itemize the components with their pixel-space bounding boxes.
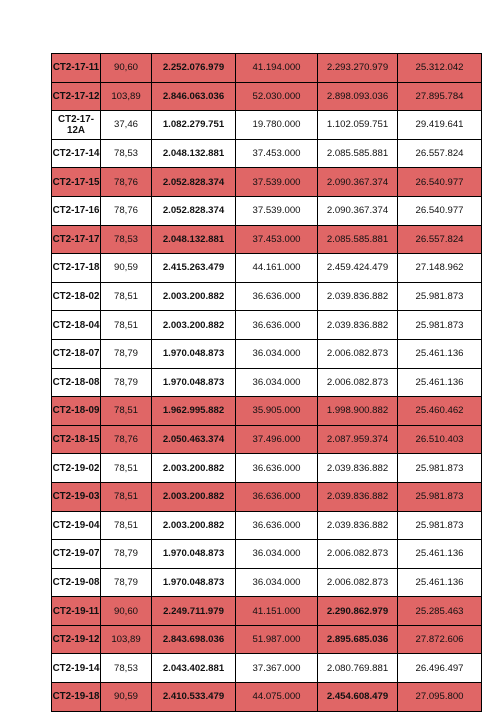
grand-total-cell: 1.102.059.751 bbox=[318, 111, 398, 140]
grand-total-cell: 2.085.585.881 bbox=[318, 139, 398, 168]
total-price-cell: 1.082.279.751 bbox=[152, 111, 236, 140]
total-price-cell: 1.970.048.873 bbox=[152, 540, 236, 569]
grand-total-cell: 2.087.959.374 bbox=[318, 425, 398, 454]
grand-total-cell: 2.006.082.873 bbox=[318, 368, 398, 397]
apartment-code-cell: CT2-18-15 bbox=[52, 425, 101, 454]
apartment-code-cell: CT2-17-11 bbox=[52, 54, 101, 83]
apartment-code-cell: CT2-18-07 bbox=[52, 339, 101, 368]
unit-price-cell: 25.461.136 bbox=[398, 540, 482, 569]
apartment-code-cell: CT2-19-04 bbox=[52, 511, 101, 540]
area-cell: 78,79 bbox=[101, 368, 152, 397]
maintenance-fee-cell: 37.539.000 bbox=[236, 168, 318, 197]
apartment-code-cell: CT2-17-17 bbox=[52, 225, 101, 254]
apartment-code-cell: CT2-19-18 bbox=[52, 683, 101, 712]
apartment-code-cell: CT2-19-14 bbox=[52, 654, 101, 683]
grand-total-cell: 2.895.685.036 bbox=[318, 625, 398, 654]
area-cell: 78,51 bbox=[101, 482, 152, 511]
maintenance-fee-cell: 36.636.000 bbox=[236, 311, 318, 340]
total-price-cell: 2.003.200.882 bbox=[152, 511, 236, 540]
price-table bbox=[51, 53, 482, 712]
unit-price-cell: 25.460.462 bbox=[398, 397, 482, 426]
table-row bbox=[52, 225, 482, 254]
apartment-code-cell: CT2-18-04 bbox=[52, 311, 101, 340]
table-row bbox=[52, 425, 482, 454]
maintenance-fee-cell: 35.905.000 bbox=[236, 397, 318, 426]
maintenance-fee-cell: 36.034.000 bbox=[236, 339, 318, 368]
table-row bbox=[52, 454, 482, 483]
maintenance-fee-cell: 52.030.000 bbox=[236, 82, 318, 111]
total-price-cell: 1.970.048.873 bbox=[152, 568, 236, 597]
unit-price-cell: 25.981.873 bbox=[398, 282, 482, 311]
table-row bbox=[52, 282, 482, 311]
unit-price-cell: 25.312.042 bbox=[398, 54, 482, 83]
grand-total-cell: 2.454.608.479 bbox=[318, 683, 398, 712]
area-cell: 78,79 bbox=[101, 568, 152, 597]
total-price-cell: 2.043.402.881 bbox=[152, 654, 236, 683]
table-row bbox=[52, 54, 482, 83]
table-row bbox=[52, 625, 482, 654]
area-cell: 78,51 bbox=[101, 311, 152, 340]
area-cell: 78,76 bbox=[101, 196, 152, 225]
unit-price-cell: 26.540.977 bbox=[398, 168, 482, 197]
total-price-cell: 2.415.263.479 bbox=[152, 254, 236, 283]
apartment-code-cell: CT2-17-18 bbox=[52, 254, 101, 283]
unit-price-cell: 25.981.873 bbox=[398, 511, 482, 540]
unit-price-cell: 25.981.873 bbox=[398, 311, 482, 340]
table-row bbox=[52, 511, 482, 540]
table-row bbox=[52, 654, 482, 683]
grand-total-cell: 2.039.836.882 bbox=[318, 311, 398, 340]
maintenance-fee-cell: 44.075.000 bbox=[236, 683, 318, 712]
grand-total-cell: 2.039.836.882 bbox=[318, 454, 398, 483]
table-row bbox=[52, 82, 482, 111]
apartment-code-cell: CT2-17-16 bbox=[52, 196, 101, 225]
maintenance-fee-cell: 36.034.000 bbox=[236, 368, 318, 397]
total-price-cell: 1.970.048.873 bbox=[152, 368, 236, 397]
area-cell: 78,51 bbox=[101, 397, 152, 426]
table-row bbox=[52, 254, 482, 283]
area-cell: 78,79 bbox=[101, 339, 152, 368]
area-cell: 90,59 bbox=[101, 254, 152, 283]
maintenance-fee-cell: 37.367.000 bbox=[236, 654, 318, 683]
grand-total-cell: 2.085.585.881 bbox=[318, 225, 398, 254]
area-cell: 78,51 bbox=[101, 282, 152, 311]
table-row bbox=[52, 368, 482, 397]
grand-total-cell: 2.090.367.374 bbox=[318, 196, 398, 225]
unit-price-cell: 27.095.800 bbox=[398, 683, 482, 712]
total-price-cell: 2.846.063.036 bbox=[152, 82, 236, 111]
apartment-code-cell: CT2-17-12 bbox=[52, 82, 101, 111]
grand-total-cell: 2.006.082.873 bbox=[318, 540, 398, 569]
apartment-code-cell: CT2-17-12A bbox=[52, 111, 101, 140]
unit-price-cell: 27.872.606 bbox=[398, 625, 482, 654]
area-cell: 78,76 bbox=[101, 425, 152, 454]
unit-price-cell: 26.540.977 bbox=[398, 196, 482, 225]
table-row bbox=[52, 482, 482, 511]
maintenance-fee-cell: 51.987.000 bbox=[236, 625, 318, 654]
apartment-code-cell: CT2-19-12 bbox=[52, 625, 101, 654]
area-cell: 78,76 bbox=[101, 168, 152, 197]
table-row bbox=[52, 168, 482, 197]
area-cell: 78,53 bbox=[101, 654, 152, 683]
apartment-code-cell: CT2-19-03 bbox=[52, 482, 101, 511]
total-price-cell: 2.252.076.979 bbox=[152, 54, 236, 83]
table-row bbox=[52, 311, 482, 340]
area-cell: 78,51 bbox=[101, 511, 152, 540]
area-cell: 103,89 bbox=[101, 625, 152, 654]
apartment-code-cell: CT2-18-08 bbox=[52, 368, 101, 397]
total-price-cell: 1.970.048.873 bbox=[152, 339, 236, 368]
total-price-cell: 2.052.828.374 bbox=[152, 196, 236, 225]
total-price-cell: 2.003.200.882 bbox=[152, 482, 236, 511]
area-cell: 90,60 bbox=[101, 54, 152, 83]
table-row bbox=[52, 339, 482, 368]
area-cell: 78,53 bbox=[101, 139, 152, 168]
grand-total-cell: 2.090.367.374 bbox=[318, 168, 398, 197]
unit-price-cell: 29.419.641 bbox=[398, 111, 482, 140]
total-price-cell: 2.003.200.882 bbox=[152, 311, 236, 340]
table-row bbox=[52, 597, 482, 626]
unit-price-cell: 25.981.873 bbox=[398, 454, 482, 483]
unit-price-cell: 27.148.962 bbox=[398, 254, 482, 283]
table-row bbox=[52, 196, 482, 225]
maintenance-fee-cell: 36.636.000 bbox=[236, 482, 318, 511]
maintenance-fee-cell: 37.453.000 bbox=[236, 139, 318, 168]
unit-price-cell: 27.895.784 bbox=[398, 82, 482, 111]
apartment-code-cell: CT2-17-15 bbox=[52, 168, 101, 197]
apartment-code-cell: CT2-17-14 bbox=[52, 139, 101, 168]
grand-total-cell: 2.006.082.873 bbox=[318, 568, 398, 597]
unit-price-cell: 25.981.873 bbox=[398, 482, 482, 511]
total-price-cell: 2.003.200.882 bbox=[152, 454, 236, 483]
total-price-cell: 1.962.995.882 bbox=[152, 397, 236, 426]
maintenance-fee-cell: 41.151.000 bbox=[236, 597, 318, 626]
unit-price-cell: 25.461.136 bbox=[398, 568, 482, 597]
maintenance-fee-cell: 36.636.000 bbox=[236, 511, 318, 540]
area-cell: 78,79 bbox=[101, 540, 152, 569]
area-cell: 90,60 bbox=[101, 597, 152, 626]
table-row bbox=[52, 139, 482, 168]
price-table-body bbox=[52, 54, 482, 712]
grand-total-cell: 2.080.769.881 bbox=[318, 654, 398, 683]
maintenance-fee-cell: 19.780.000 bbox=[236, 111, 318, 140]
unit-price-cell: 26.557.824 bbox=[398, 225, 482, 254]
maintenance-fee-cell: 36.034.000 bbox=[236, 540, 318, 569]
unit-price-cell: 25.285.463 bbox=[398, 597, 482, 626]
table-row bbox=[52, 111, 482, 140]
apartment-code-cell: CT2-18-09 bbox=[52, 397, 101, 426]
unit-price-cell: 25.461.136 bbox=[398, 368, 482, 397]
area-cell: 78,53 bbox=[101, 225, 152, 254]
maintenance-fee-cell: 37.539.000 bbox=[236, 196, 318, 225]
unit-price-cell: 25.461.136 bbox=[398, 339, 482, 368]
grand-total-cell: 2.290.862.979 bbox=[318, 597, 398, 626]
grand-total-cell: 1.998.900.882 bbox=[318, 397, 398, 426]
unit-price-cell: 26.510.403 bbox=[398, 425, 482, 454]
maintenance-fee-cell: 37.496.000 bbox=[236, 425, 318, 454]
maintenance-fee-cell: 37.453.000 bbox=[236, 225, 318, 254]
grand-total-cell: 2.898.093.036 bbox=[318, 82, 398, 111]
grand-total-cell: 2.039.836.882 bbox=[318, 482, 398, 511]
total-price-cell: 2.052.828.374 bbox=[152, 168, 236, 197]
grand-total-cell: 2.039.836.882 bbox=[318, 282, 398, 311]
maintenance-fee-cell: 44.161.000 bbox=[236, 254, 318, 283]
unit-price-cell: 26.557.824 bbox=[398, 139, 482, 168]
apartment-code-cell: CT2-19-08 bbox=[52, 568, 101, 597]
apartment-code-cell: CT2-19-02 bbox=[52, 454, 101, 483]
table-row bbox=[52, 683, 482, 712]
area-cell: 90,59 bbox=[101, 683, 152, 712]
area-cell: 103,89 bbox=[101, 82, 152, 111]
apartment-code-cell: CT2-19-11 bbox=[52, 597, 101, 626]
area-cell: 37,46 bbox=[101, 111, 152, 140]
total-price-cell: 2.048.132.881 bbox=[152, 139, 236, 168]
apartment-code-cell: CT2-18-02 bbox=[52, 282, 101, 311]
grand-total-cell: 2.459.424.479 bbox=[318, 254, 398, 283]
table-row bbox=[52, 568, 482, 597]
maintenance-fee-cell: 36.636.000 bbox=[236, 454, 318, 483]
grand-total-cell: 2.293.270.979 bbox=[318, 54, 398, 83]
total-price-cell: 2.249.711.979 bbox=[152, 597, 236, 626]
total-price-cell: 2.843.698.036 bbox=[152, 625, 236, 654]
maintenance-fee-cell: 41.194.000 bbox=[236, 54, 318, 83]
maintenance-fee-cell: 36.636.000 bbox=[236, 282, 318, 311]
total-price-cell: 2.410.533.479 bbox=[152, 683, 236, 712]
maintenance-fee-cell: 36.034.000 bbox=[236, 568, 318, 597]
total-price-cell: 2.003.200.882 bbox=[152, 282, 236, 311]
grand-total-cell: 2.006.082.873 bbox=[318, 339, 398, 368]
area-cell: 78,51 bbox=[101, 454, 152, 483]
total-price-cell: 2.050.463.374 bbox=[152, 425, 236, 454]
table-row bbox=[52, 397, 482, 426]
apartment-code-cell: CT2-19-07 bbox=[52, 540, 101, 569]
unit-price-cell: 26.496.497 bbox=[398, 654, 482, 683]
grand-total-cell: 2.039.836.882 bbox=[318, 511, 398, 540]
total-price-cell: 2.048.132.881 bbox=[152, 225, 236, 254]
table-row bbox=[52, 540, 482, 569]
